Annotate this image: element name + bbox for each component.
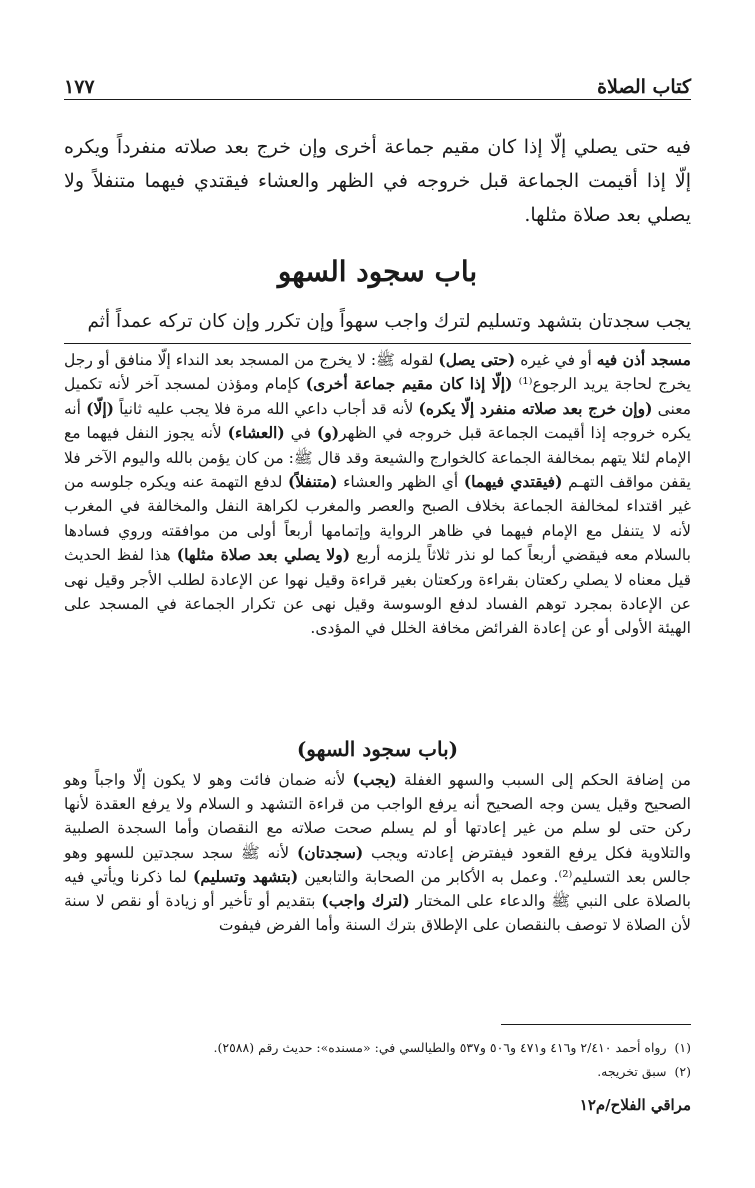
commentary-quoted-text: (وإن خرج بعد صلاته منفرد إلّا يكره): [418, 398, 653, 418]
chapter-title: باب سجود السهو: [277, 255, 478, 288]
commentary-text: هذا لفظ الحديث قيل معناه لا يصلي ركعتان بقراءة وركعتان بغير قراءة وقيل نهوا عن الإعادة لطلب الأجر وقيل نهى عن الإعادة بمجرد توهم الفساد لدفع الوسوسة وقيل نهى عن تكرار الجماعة في المسجد على الهيئة الأولى أو عن إعادة الفرائض مخافة الخلل في المؤدى.: [64, 546, 691, 638]
commentary-quoted-text: (إلّا إذا كان مقيم جماعة أخرى): [305, 374, 513, 394]
footnote: [64, 1036, 691, 1060]
commentary-quoted-text: (سجدتان): [296, 842, 364, 862]
commentary-quoted-text: مسجد أذن فيه: [596, 350, 691, 369]
footnote-text: رواه أحمد ٢/٤١٠ و٤١٦ و٤٧١ و٥٠٦ و٥٣٧ والطيالسي في: «مسنده»: حديث رقم (٢٥٨٨).: [213, 1040, 667, 1055]
commentary-text: في: [284, 424, 317, 443]
commentary-text: وعمل به الأكابر من الصحابة والتابعين: [298, 867, 548, 886]
commentary-quoted-text: (متنفلاً): [288, 472, 338, 492]
footnotes: [64, 1036, 691, 1084]
header-rule: [64, 99, 691, 100]
commentary-block-2: [64, 768, 691, 937]
signature-mark: مراقي الفلاح/م١٢: [579, 1096, 691, 1114]
footnote-number: (١): [674, 1040, 691, 1055]
footnote-rule: [501, 1024, 691, 1025]
commentary-quoted-text: (حتى يصل): [438, 350, 516, 369]
footnote-text: سبق تخريجه.: [597, 1064, 667, 1079]
commentary-quoted-text: (ولا يصلي بعد صلاة مثلها): [176, 545, 351, 565]
commentary-text: لأنه ضمان فائت وهو لا يكون إلّا واجباً وهو الصحيح وقيل يسن وجه الصحيح أنه يرفع الواجب من قراءة التشهد و السلام ولا يرفع العقدة لأنها ركن حتى لو سلم من غير إعادتها أو لم يسلم صحت صلاته مع النقصان وأما السجدة الصلبية والتلاوية فكل يرفع القعود فيفترض إعادته ويجب: [64, 771, 691, 862]
page-number: ١٧٧: [64, 76, 95, 98]
commentary-text: لما ذكرنا ويأتي فيه بالصلاة على النبي ﷺ والدعاء على المختار: [64, 867, 691, 911]
commentary-text: لقوله ﷺ: لا يخرج من المسجد بعد النداء إلّا منافق أو رجل يخرج لحاجة يريد الرجوع: [64, 351, 691, 394]
commentary-text: بتقديم أو تأخير أو زيادة أو نقص لا سنة لأن الصلاة لا توصف بالنقصان على الإطلاق بترك السنة وأما الفرض فيفوت: [64, 892, 691, 935]
main-text-rule: [64, 343, 691, 344]
commentary-text: كإمام ومؤذن لمسجد آخر لأنه تكميل معنى: [64, 375, 691, 418]
commentary-text: من إضافة الحكم إلى السبب والسهو الغفلة: [396, 771, 691, 789]
commentary-text: لدفع التهمة عنه ويكره جلوسه من غير اقتداء لمخالفة الجماعة بخلاف الصبح والعصر والمغرب لكراهة النفل والمخالفة في المغرب لأنه لا يتنفل مع الإمام فيهما في ظاهر الرواية وإتمامها أربعاً أولى من موافقته وروي فسادها بالسلام معه فيقضي أربعاً كما لو نذر ثلاثاً يلزمه أربع: [64, 473, 691, 565]
main-text-paragraph-2: يجب سجدتان بتشهد وتسليم لترك واجب سهواً وإن تكرر وإن كان تركه عمداً أثم: [87, 311, 691, 332]
commentary-text: لأنه قد أجاب داعي الله مرة فلا يجب عليه ثانياً: [113, 399, 419, 418]
commentary-quoted-text: (لترك واجب): [321, 891, 410, 911]
commentary-text: ⁽²⁾.: [547, 867, 573, 886]
footnote-number: (٢): [674, 1064, 691, 1079]
commentary-quoted-text: (بتشهد وتسليم): [193, 866, 299, 886]
commentary-quoted-text: (العشاء): [227, 423, 285, 443]
commentary-text: أنه يكره خروجه إذا أقيمت الجماعة قبل خروجه في الظهر: [64, 399, 691, 443]
commentary-text: أو في غيره: [515, 351, 597, 369]
footnote: [64, 1060, 691, 1084]
chapter-header: كتاب الصلاة: [597, 76, 691, 98]
section-title: (باب سجود السهو): [296, 737, 459, 761]
commentary-text: ⁽¹⁾: [512, 375, 533, 394]
commentary-text: لأنه يجوز النفل فيهما مع الإمام لئلا يتهم بمخالفة الجماعة كالخوارج والشيعة وقد قال ﷺ: من كان يؤمن بالله واليوم الآخر فلا يقفن مواقف التهـم: [64, 424, 691, 492]
commentary-quoted-text: (إلّا): [86, 398, 114, 418]
commentary-quoted-text: (و): [316, 423, 340, 443]
commentary-quoted-text: (يجب): [352, 770, 397, 789]
commentary-text: لأنه ﷺ سجد سجدتين للسهو وهو جالس بعد التسليم: [64, 843, 691, 886]
commentary-block: [64, 348, 691, 641]
main-text-paragraph: فيه حتى يصلي إلّا إذا كان مقيم جماعة أخرى وإن خرج بعد صلاته منفرداً ويكره إلّا إذا أقيمت الجماعة قبل خروجه في الظهر والعشاء فيقتدي فيهما متنفلاً ولا يصلي بعد صلاة مثلها.: [64, 136, 691, 226]
page: [64, 0, 691, 1188]
running-header: [64, 70, 691, 98]
commentary-text: أي الظهر والعشاء: [337, 473, 464, 492]
commentary-quoted-text: (فيقتدي فيهما): [463, 472, 563, 492]
